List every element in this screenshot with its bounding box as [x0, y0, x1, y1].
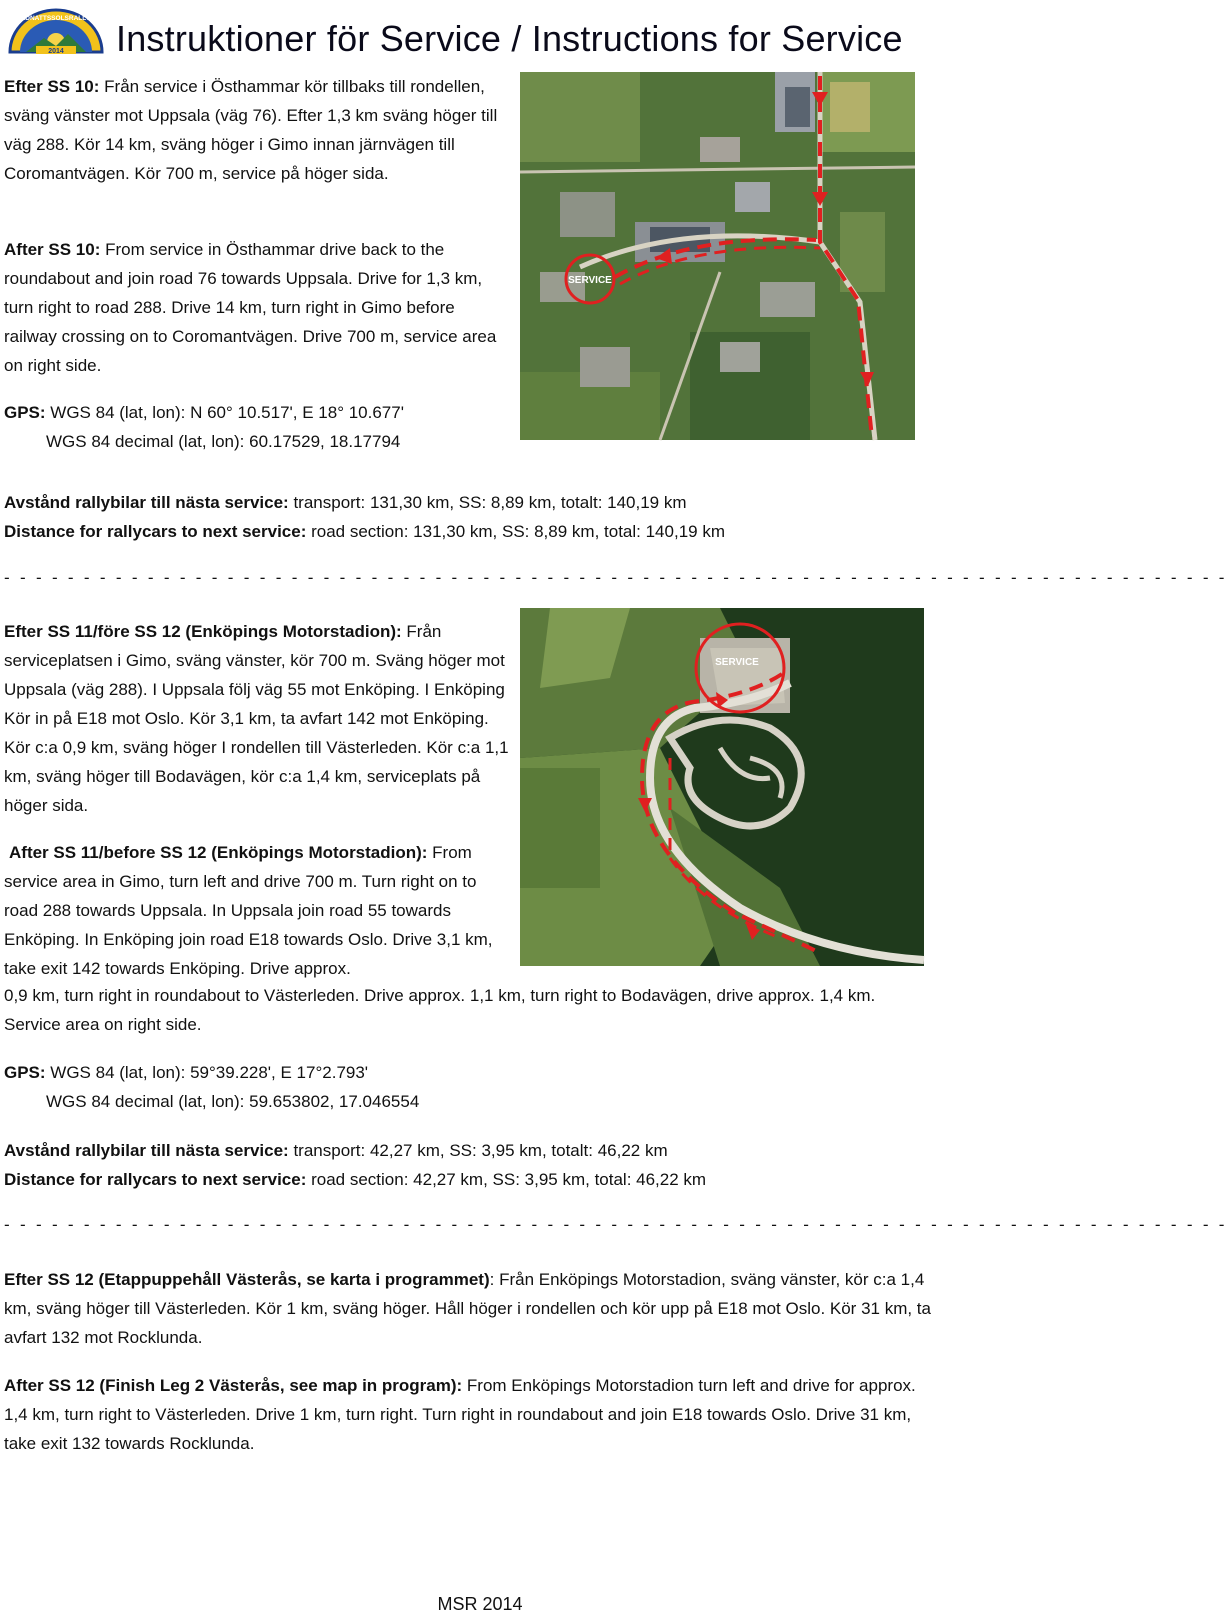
section1-en-text: From service in Östhammar drive back to the roundabout and join road 76 towards Uppsala. Drive for 1,3 km, turn right to road 288. Drive 14 km, turn right in Gimo before railway crossing on to Coromantvägen. Drive 700 m, service area on right side. — [4, 240, 497, 375]
section1-sv-label: Efter SS 10: — [4, 77, 100, 96]
section2-en-paragraph-1 — [4, 838, 509, 983]
section1-gps-line1: WGS 84 (lat, lon): N 60° 10.517', E 18° 10.677' — [45, 403, 404, 422]
section1-dist-sv-label: Avstånd rallybilar till nästa service: — [4, 493, 289, 512]
section2-sv-text: Från serviceplatsen i Gimo, sväng vänster, kör 700 m. Sväng höger mot Uppsala (väg 288). I Uppsala följ väg 55 mot Enköping. I Enköping Kör in på E18 mot Oslo. Kör 3,1 km, ta avfart 142 mot Enköping. Kör c:a 0,9 km, sväng höger I rondellen till Västerleden. Kör c:a 1,1 km, sväng höger till Bodavägen, kör c:a 1,4 km, serviceplats på höger sida. — [4, 622, 509, 815]
section2-gps-line1: WGS 84 (lat, lon): 59°39.228', E 17°2.793' — [45, 1063, 369, 1082]
section2-dist-en-text: road section: 42,27 km, SS: 3,95 km, total: 46,22 km — [306, 1170, 707, 1189]
section2-en-paragraph-2: 0,9 km, turn right in roundabout to Västerleden. Drive approx. 1,1 km, turn right to Bodavägen, drive approx. 1,4 km. Service area on right side. — [4, 986, 876, 1034]
logo-year: 2014 — [48, 48, 64, 55]
section2-service-map — [520, 608, 924, 966]
section1-map-service-label: SERVICE — [568, 275, 612, 286]
section2-dist-sv-label: Avstånd rallybilar till nästa service: — [4, 1141, 289, 1160]
section1-en-label: After SS 10: — [4, 240, 101, 259]
section3-sv-text: : Från Enköpings Motorstadion, sväng vänster, kör c:a 1,4 km, sväng höger till Västerleden. Kör 1 km, sväng höger. Håll höger i rondellen och kör upp på E18 mot Oslo. Kör 31 km, ta avfart 132 mot Rocklunda. — [4, 1270, 931, 1347]
page-title: Instruktioner för Service / Instructions for Service — [116, 18, 903, 59]
section1-distance — [4, 488, 944, 546]
divider-1: - - - - - - - - - - - - - - - - - - - - - - - - - - - - - - - - - - - - - - - - - - - - - - - - - - - - - - - - - - - - - - - - - - - - - - - - - - - - - — [4, 568, 1227, 587]
section3-en-paragraph — [4, 1371, 934, 1458]
section2-gps-line2: WGS 84 decimal (lat, lon): 59.653802, 17.046554 — [46, 1092, 420, 1111]
rally-logo — [6, 6, 106, 56]
section1-dist-en-label: Distance for rallycars to next service: — [4, 522, 307, 541]
section2-en-label: After SS 11/before SS 12 (Enköpings Motorstadion): — [9, 843, 428, 862]
section1-gps-line2: WGS 84 decimal (lat, lon): 60.17529, 18.17794 — [46, 432, 401, 451]
section2-dist-sv-text: transport: 42,27 km, SS: 3,95 km, totalt: 46,22 km — [288, 1141, 668, 1160]
section1-service-map — [520, 72, 915, 440]
section2-sv-label: Efter SS 11/före SS 12 (Enköpings Motorstadion): — [4, 622, 402, 641]
section3-en-label: After SS 12 (Finish Leg 2 Västerås, see map in program): — [4, 1376, 463, 1395]
section1-dist-sv-text: transport: 131,30 km, SS: 8,89 km, totalt: 140,19 km — [288, 493, 687, 512]
logo-text: MIDNATTSSOLSRALLYT — [18, 15, 94, 22]
section1-dist-en-text: road section: 131,30 km, SS: 8,89 km, total: 140,19 km — [306, 522, 725, 541]
section2-dist-en-label: Distance for rallycars to next service: — [4, 1170, 307, 1189]
section2-map-service-label: SERVICE — [715, 657, 759, 668]
section2-en-text-1: From service area in Gimo, turn left and drive 700 m. Turn right on to road 288 towards Uppsala. In Uppsala join road 55 towards Enköping. In Enköping join road E18 towards Oslo. Drive 3,1 km, take exit 142 towards Enköping. Drive approx. — [4, 843, 493, 978]
section3-sv-paragraph — [4, 1265, 934, 1352]
section1-gps — [4, 398, 509, 456]
section1-sv-paragraph — [4, 72, 509, 188]
section3-en-text: From Enköpings Motorstadion turn left and drive for approx. 1,4 km, turn right to Västerleden. Drive 1 km, turn right. Turn right in roundabout and join E18 towards Oslo. Drive 31 km, take exit 132 towards Rocklunda. — [4, 1376, 916, 1453]
divider-2: - - - - - - - - - - - - - - - - - - - - - - - - - - - - - - - - - - - - - - - - - - - - - - - - - - - - - - - - - - - - - - - - - - - - - - - - - - - - - — [4, 1215, 1227, 1234]
section2-distance — [4, 1136, 944, 1194]
section2-gps-label: GPS: — [4, 1063, 46, 1082]
section2-sv-paragraph — [4, 617, 509, 820]
section1-en-paragraph — [4, 235, 509, 380]
section1-sv-text: Från service i Östhammar kör tillbaks till rondellen, sväng vänster mot Uppsala (väg 76). Efter 1,3 km sväng höger till väg 288. Kör 14 km, sväng höger i Gimo innan järnvägen till Coromantvägen. Kör 700 m, service på höger sida. — [4, 77, 498, 183]
section2-gps — [4, 1058, 604, 1116]
footer: MSR 2014 — [437, 1594, 523, 1614]
section3-sv-label: Efter SS 12 (Etappuppehåll Västerås, se karta i programmet) — [4, 1270, 490, 1289]
section1-gps-label: GPS: — [4, 403, 46, 422]
header — [4, 6, 954, 66]
